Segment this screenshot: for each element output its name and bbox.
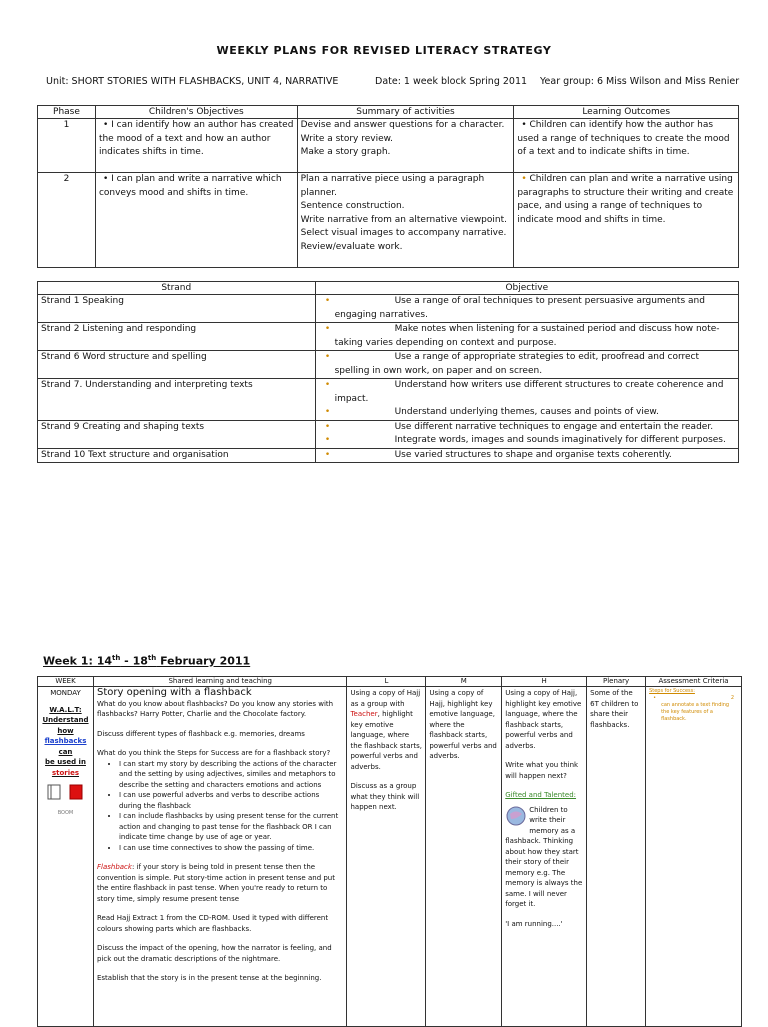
year-group-label: Year group: 6 Miss Wilson and Miss Renier (540, 76, 740, 87)
strand-name: Strand 10 Text structure and organisation (38, 448, 316, 463)
header-l: L (347, 677, 426, 687)
list-item: • I can include flashbacks by using present tense for the current action and changing to past tense for the flashback OR I can indicate time change by use of age or year. (119, 811, 343, 843)
phase-outcome: • Children can identify how the author has used a range of techniques to create the mood of a text and to indicate shifts in time. (514, 119, 739, 173)
header-shared: Shared learning and teaching (93, 677, 346, 687)
strand-name: Strand 7. Understanding and interpreting texts (38, 379, 316, 421)
strand-row (38, 448, 739, 463)
header-plenary: Plenary (587, 677, 646, 687)
phase-activities: Plan a narrative piece using a paragraph planner. Sentence construction. Write narrative from an alternative viewpoint. Select visual images to accompany narrative. Review/evaluate work. (297, 173, 514, 268)
phase-objective: • I can plan and write a narrative which conveys mood and shifts in time. (95, 173, 297, 268)
phase-outcome: • Children can plan and write a narrative using paragraphs to structure their writing and create pace, and using a range of techniques to indicate mood and shifts in time. (514, 173, 739, 268)
globe-icon (505, 805, 527, 827)
book-icons (41, 784, 90, 800)
header-summary: Summary of activities (297, 106, 514, 119)
phase-number: 1 (38, 119, 96, 173)
unit-label: Unit: SHORT STORIES WITH FLASHBACKS, UNIT 4, NARRATIVE (46, 76, 339, 87)
day-label: MONDAY (50, 689, 81, 697)
header-assessment: Assessment Criteria (646, 677, 742, 687)
flashback-term: Flashback (96, 863, 132, 871)
header-objective: Objective (315, 282, 738, 295)
l-cell: Using a copy of Hajj as a group with Teacher, highlight key emotive language, where the flashback starts, powerful verbs and adverbs. Discuss as a group what they think will happen next. (347, 687, 426, 1027)
strand-row (38, 323, 739, 351)
strand-row (38, 420, 739, 448)
phase-number: 2 (38, 173, 96, 268)
h-cell: Using a copy of Hajj, highlight key emotive language, where the flashback starts, powerful verbs and adverbs. Write what you think will happen next? Gifted and Talented: Children to write their memory as a flashback. Thinking about how they start their story of their memory e.g. The memory is always the same. I will never forget it. 'I am running....' (502, 687, 587, 1027)
assessment-text: can annotate a text finding the key features of a flashback. (661, 702, 730, 722)
flashbacks-link[interactable]: flashbacks (44, 737, 87, 745)
strand-table (37, 281, 739, 463)
walt-label: W.A.L.T: (49, 705, 82, 714)
steps-for-success-label: Steps for Success: (649, 688, 695, 694)
strand-objective: • Use a range of oral techniques to present persuasive arguments and engaging narratives. (315, 295, 738, 323)
header-strand: Strand (38, 282, 316, 295)
steps-list (97, 759, 343, 854)
strand-objective: • Use varied structures to shape and organise texts coherently. (315, 448, 738, 463)
strand-row (38, 379, 739, 421)
header-h: H (502, 677, 587, 687)
header-m: M (426, 677, 502, 687)
strand-objective: • Use a range of appropriate strategies to edit, proofread and correct spelling in own work, on paper and on screen. (315, 351, 738, 379)
header-phase: Phase (38, 106, 96, 119)
phase-activities: Devise and answer questions for a character. Write a story review. Make a story graph. (297, 119, 514, 173)
strand-name: Strand 6 Word structure and spelling (38, 351, 316, 379)
weekly-table-header (38, 677, 742, 687)
monday-row (38, 687, 742, 1027)
book-outline-icon (47, 784, 61, 800)
header-children-objectives: Children's Objectives (95, 106, 297, 119)
book-red-icon (69, 784, 83, 800)
boom-label: BOOM (57, 810, 74, 816)
strand-objective: • Understand how writers use different structures to create coherence and impact. • Understand underlying themes, causes and points of view. (315, 379, 738, 421)
assessment-cell: Steps for Success: • 2 can annotate a text finding the key features of a flashback. (646, 687, 742, 1027)
list-item: • I can use time connectives to show the passing of time. (119, 843, 343, 854)
phase-row (38, 119, 739, 173)
strand-table-header (38, 282, 739, 295)
list-item: • I can use powerful adverbs and verbs to describe actions during the flashback (119, 790, 343, 811)
walt-text: Understand how flashbacks can be used in stories (42, 716, 89, 777)
strand-name: Strand 9 Creating and shaping texts (38, 420, 316, 448)
lesson-heading: Story opening with a flashback (96, 687, 252, 698)
strand-objective: • Make notes when listening for a sustained period and discuss how note-taking varies depending on context and purpose. (315, 323, 738, 351)
phase-row (38, 173, 739, 268)
header-week: WEEK (38, 677, 94, 687)
plenary-cell: Some of the 6T children to share their flashbacks. (587, 687, 646, 1027)
m-cell: Using a copy of Hajj, highlight key emotive language, where the flashback starts, powerful verbs and adverbs. (426, 687, 502, 1027)
strand-row (38, 295, 739, 323)
week-heading: Week 1: 14th - 18th February 2011 (43, 654, 251, 668)
phase-table (37, 105, 739, 268)
strand-objective: • Use different narrative techniques to engage and entertain the reader. • Integrate words, images and sounds imaginatively for different purposes. (315, 420, 738, 448)
gifted-talented-label: Gifted and Talented: (505, 791, 577, 799)
phase-objective: • I can identify how an author has created the mood of a text and how an author indicates shifts in time. (95, 119, 297, 173)
shared-cell: Story opening with a flashback What do you know about flashbacks? Do you know any stories with flashbacks? Harry Potter, Charlie and the Chocolate factory. Discuss different types of flashback e.g. memories, dreams What do you think the Steps for Success are for a flashback story? • I can start my story by describing the actions of the character and the setting by using adjectives, similes and metaphors to describe the setting and characters emotions and actions • I can use powerful adverbs and verbs to describe actions during the flashback • I can include flashbacks by using present tense for the current action and changing to past tense for the flashback OR I can indicate time change by use of age or year. • I can use time connectives to show the passing of time. Flashback: if your story is being told in present tense then the convention is simple. Put story-time action in present tense and put the entire flashback in past tense. When you're ready to return to story time, simply resume present tense Read Hajj Extract 1 from the CD-ROM. Used it typed with different colours showing parts which are flashbacks. Discuss the impact of the opening, how the narrator is feeling, and pick out the dramatic descriptions of the nightmare. Establish that the story is in the present tense at the beginning. (93, 687, 346, 1027)
strand-name: Strand 1 Speaking (38, 295, 316, 323)
header-outcomes: Learning Outcomes (514, 106, 739, 119)
phase-table-header (38, 106, 739, 119)
strand-row (38, 351, 739, 379)
strand-name: Strand 2 Listening and responding (38, 323, 316, 351)
weekly-plan-table (37, 676, 742, 1027)
page-title: WEEKLY PLANS FOR REVISED LITERACY STRATEGY (216, 44, 552, 57)
list-item: • I can start my story by describing the actions of the character and the setting by using adjectives, similes and metaphors to describe the setting and characters emotions and actions (119, 759, 343, 791)
day-cell (38, 687, 94, 1027)
date-label: Date: 1 week block Spring 2011 (375, 76, 528, 87)
